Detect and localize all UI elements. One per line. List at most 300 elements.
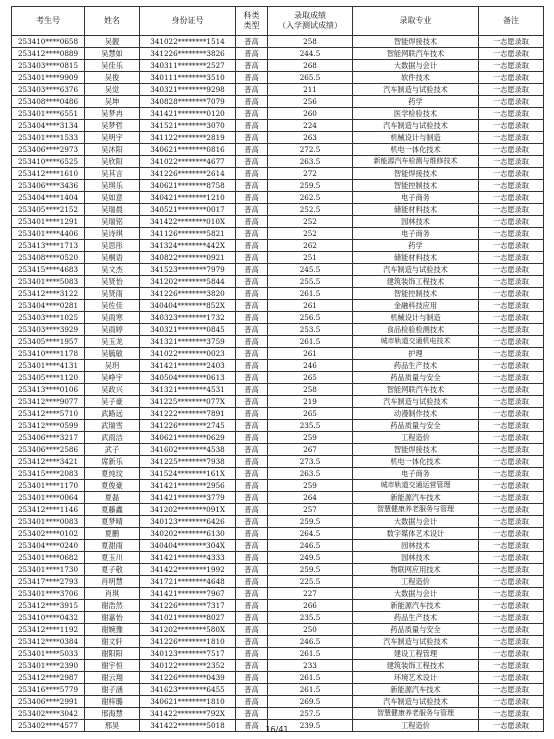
- cell-remark: 一志愿录取: [479, 96, 544, 108]
- cell-major: 电子商务: [353, 468, 479, 480]
- cell-exam-no: 253412****9077: [12, 396, 85, 408]
- cell-remark: 一志愿录取: [479, 204, 544, 216]
- cell-exam-no: 253406****2991: [12, 696, 85, 708]
- cell-name: 夏鹏: [85, 528, 140, 540]
- cell-category: 普高: [236, 264, 268, 276]
- cell-remark: 一志愿录取: [479, 504, 544, 516]
- cell-major: 建筑装饰工程技术: [353, 660, 479, 672]
- cell-major: 数字媒体艺术设计: [353, 528, 479, 540]
- table-row: [12, 84, 544, 96]
- cell-exam-no: 253405****1957: [12, 336, 85, 348]
- cell-major: 智慧健康养老服务与管理: [353, 504, 479, 516]
- cell-major: 电子商务: [353, 192, 479, 204]
- cell-score: 256: [268, 96, 353, 108]
- cell-remark: 一志愿录取: [479, 480, 544, 492]
- cell-score: 273.5: [268, 456, 353, 468]
- cell-exam-no: 253401****1533: [12, 132, 85, 144]
- cell-score: 263: [268, 132, 353, 144]
- cell-score: 246: [268, 360, 353, 372]
- cell-exam-no: 253403****0815: [12, 60, 85, 72]
- cell-exam-no: 253401****0083: [12, 516, 85, 528]
- cell-id-no: 341721********4648: [140, 576, 236, 588]
- cell-category: 普高: [236, 492, 268, 504]
- cell-major: 动漫制作技术: [353, 408, 479, 420]
- cell-score: 257.5: [268, 708, 353, 720]
- cell-remark: 一志愿录取: [479, 600, 544, 612]
- cell-remark: 一志愿录取: [479, 468, 544, 480]
- cell-exam-no: 253401****4131: [12, 360, 85, 372]
- table-row: [12, 204, 544, 216]
- table-row: [12, 396, 544, 408]
- cell-score: 245.5: [268, 264, 353, 276]
- cell-id-no: 341523********7979: [140, 264, 236, 276]
- cell-id-no: 340404********852X: [140, 300, 236, 312]
- cell-score: 253.5: [268, 324, 353, 336]
- cell-major: 机械设计与制造: [353, 312, 479, 324]
- cell-name: 吴瑞铭: [85, 216, 140, 228]
- cell-exam-no: 253406****2586: [12, 444, 85, 456]
- cell-remark: 一志愿录取: [479, 132, 544, 144]
- cell-remark: 一志愿录取: [479, 84, 544, 96]
- cell-id-no: 341226********2745: [140, 420, 236, 432]
- cell-name: 吴子豪: [85, 396, 140, 408]
- cell-remark: 一志愿录取: [479, 120, 544, 132]
- cell-id-no: 341421********7967: [140, 588, 236, 600]
- cell-exam-no: 253412****5710: [12, 408, 85, 420]
- cell-category: 普高: [236, 180, 268, 192]
- cell-category: 普高: [236, 456, 268, 468]
- cell-major: 汽车制造与试验技术: [353, 264, 479, 276]
- table-row: [12, 444, 544, 456]
- cell-score: 252.5: [268, 204, 353, 216]
- cell-exam-no: 253402****0102: [12, 528, 85, 540]
- cell-category: 普高: [236, 360, 268, 372]
- cell-remark: 一志愿录取: [479, 72, 544, 84]
- table-row: [12, 336, 544, 348]
- cell-category: 普高: [236, 624, 268, 636]
- cell-id-no: 341222********7891: [140, 408, 236, 420]
- cell-exam-no: 253408****0486: [12, 96, 85, 108]
- cell-category: 普高: [236, 192, 268, 204]
- cell-exam-no: 253412****1146: [12, 504, 85, 516]
- cell-remark: 一志愿录取: [479, 384, 544, 396]
- cell-exam-no: 253415****2083: [12, 468, 85, 480]
- table-row: [12, 324, 544, 336]
- cell-remark: 一志愿录取: [479, 144, 544, 156]
- cell-name: 谢嘉怡: [85, 612, 140, 624]
- table-row: [12, 60, 544, 72]
- cell-category: 普高: [236, 300, 268, 312]
- table-row: [12, 180, 544, 192]
- cell-remark: 一志愿录取: [479, 168, 544, 180]
- cell-score: 259.5: [268, 564, 353, 576]
- cell-category: 普高: [236, 432, 268, 444]
- cell-score: 267: [268, 444, 353, 456]
- table-row: [12, 456, 544, 468]
- cell-category: 普高: [236, 216, 268, 228]
- cell-major: 机械设计与制造: [353, 132, 479, 144]
- cell-id-no: 341324********442X: [140, 240, 236, 252]
- cell-remark: 一志愿录取: [479, 240, 544, 252]
- cell-major: 园林技术: [353, 552, 479, 564]
- cell-score: 225.5: [268, 576, 353, 588]
- cell-exam-no: 253402****3042: [12, 708, 85, 720]
- cell-category: 普高: [236, 312, 268, 324]
- cell-name: 吴欣阳: [85, 156, 140, 168]
- table-row: [12, 144, 544, 156]
- cell-score: 235.5: [268, 420, 353, 432]
- cell-major: 药品生产技术: [353, 360, 479, 372]
- cell-remark: 一志愿录取: [479, 672, 544, 684]
- cell-exam-no: 253406****3217: [12, 432, 85, 444]
- cell-score: 261.5: [268, 336, 353, 348]
- cell-id-no: 341602********4538: [140, 444, 236, 456]
- cell-category: 普高: [236, 336, 268, 348]
- cell-major: 储能材料技术: [353, 252, 479, 264]
- cell-id-no: 340621********0816: [140, 144, 236, 156]
- cell-exam-no: 253410****6525: [12, 156, 85, 168]
- cell-major: 新能源汽车技术: [353, 492, 479, 504]
- cell-id-no: 341226********0439: [140, 672, 236, 684]
- cell-exam-no: 253401****3706: [12, 588, 85, 600]
- cell-category: 普高: [236, 204, 268, 216]
- header-id-no: 身份证号: [140, 7, 236, 36]
- table-row: [12, 156, 544, 168]
- cell-name: 席新乐: [85, 456, 140, 468]
- cell-score: 252: [268, 216, 353, 228]
- cell-category: 普高: [236, 504, 268, 516]
- cell-exam-no: 253412****0599: [12, 420, 85, 432]
- cell-id-no: 341202********5844: [140, 276, 236, 288]
- cell-major: 建设工程管理: [353, 648, 479, 660]
- cell-name: 肖琪: [85, 588, 140, 600]
- table-row: [12, 36, 544, 48]
- table-row: [12, 252, 544, 264]
- cell-major: 大数据与会计: [353, 60, 479, 72]
- cell-major: 食品检验检测技术: [353, 324, 479, 336]
- cell-score: 258: [268, 36, 353, 48]
- cell-score: 256.5: [268, 312, 353, 324]
- cell-category: 普高: [236, 120, 268, 132]
- cell-remark: 一志愿录取: [479, 372, 544, 384]
- cell-score: 261.5: [268, 288, 353, 300]
- table-row: [12, 96, 544, 108]
- cell-category: 普高: [236, 660, 268, 672]
- cell-id-no: 341202********091X: [140, 504, 236, 516]
- cell-category: 普高: [236, 252, 268, 264]
- cell-score: 224: [268, 120, 353, 132]
- cell-exam-no: 253401****0064: [12, 492, 85, 504]
- cell-exam-no: 253405****1120: [12, 372, 85, 384]
- cell-category: 普高: [236, 648, 268, 660]
- cell-name: 吴峥宇: [85, 372, 140, 384]
- table-row: [12, 552, 544, 564]
- cell-score: 263.5: [268, 468, 353, 480]
- cell-remark: 一志愿录取: [479, 576, 544, 588]
- cell-category: 普高: [236, 576, 268, 588]
- cell-remark: 一志愿录取: [479, 324, 544, 336]
- cell-id-no: 341122********2819: [140, 132, 236, 144]
- cell-major: 药学: [353, 240, 479, 252]
- page-number: 16/41: [265, 725, 289, 734]
- cell-score: 246.5: [268, 540, 353, 552]
- cell-remark: 一志愿录取: [479, 336, 544, 348]
- cell-id-no: 340123********6426: [140, 516, 236, 528]
- cell-remark: 一志愿录取: [479, 612, 544, 624]
- cell-major: 园林技术: [353, 540, 479, 552]
- cell-name: 吴诗琪: [85, 228, 140, 240]
- cell-remark: 一志愿录取: [479, 48, 544, 60]
- cell-remark: 一志愿录取: [479, 696, 544, 708]
- cell-exam-no: 253406****3436: [12, 180, 85, 192]
- cell-category: 普高: [236, 372, 268, 384]
- cell-category: 普高: [236, 108, 268, 120]
- cell-exam-no: 253412****2987: [12, 672, 85, 684]
- cell-major: 金融科技应用: [353, 300, 479, 312]
- cell-remark: 一志愿录取: [479, 60, 544, 72]
- cell-name: 谢子涵: [85, 684, 140, 696]
- cell-remark: 一志愿录取: [479, 528, 544, 540]
- cell-id-no: 340404********304X: [140, 540, 236, 552]
- cell-name: 吴觉: [85, 84, 140, 96]
- cell-score: 257: [268, 504, 353, 516]
- cell-category: 普高: [236, 516, 268, 528]
- cell-remark: 一志愿录取: [479, 108, 544, 120]
- cell-name: 吴贤怡: [85, 276, 140, 288]
- cell-id-no: 340621********1810: [140, 696, 236, 708]
- cell-major: 电子商务: [353, 228, 479, 240]
- cell-id-no: 341225********7938: [140, 456, 236, 468]
- cell-id-no: 341226********3820: [140, 288, 236, 300]
- cell-category: 普高: [236, 564, 268, 576]
- cell-score: 259.5: [268, 180, 353, 192]
- table-row: [12, 348, 544, 360]
- cell-major: 智能控制技术: [353, 180, 479, 192]
- cell-exam-no: 253410****0432: [12, 612, 85, 624]
- cell-category: 普高: [236, 636, 268, 648]
- cell-id-no: 341421********2956: [140, 480, 236, 492]
- cell-name: 武路远: [85, 408, 140, 420]
- cell-category: 普高: [236, 552, 268, 564]
- cell-score: 272: [268, 168, 353, 180]
- table-row: [12, 648, 544, 660]
- table-row: [12, 696, 544, 708]
- header-remark: 备注: [479, 7, 544, 36]
- cell-major: 物联网应用技术: [353, 564, 479, 576]
- cell-major: 大数据与会计: [353, 516, 479, 528]
- cell-score: 244.5: [268, 48, 353, 60]
- table-row: [12, 240, 544, 252]
- cell-score: 260: [268, 108, 353, 120]
- cell-remark: 一志愿录取: [479, 216, 544, 228]
- cell-name: 吴玥: [85, 360, 140, 372]
- cell-remark: 一志愿录取: [479, 396, 544, 408]
- cell-exam-no: 253408****0520: [12, 252, 85, 264]
- cell-exam-no: 253410****1178: [12, 348, 85, 360]
- table-row: [12, 108, 544, 120]
- cell-major: 工程造价: [353, 576, 479, 588]
- cell-name: 吴俊: [85, 72, 140, 84]
- cell-exam-no: 253403****6376: [12, 84, 85, 96]
- cell-remark: 一志愿录取: [479, 228, 544, 240]
- cell-category: 普高: [236, 672, 268, 684]
- table-row: [12, 684, 544, 696]
- cell-major: 智能焊接技术: [353, 168, 479, 180]
- cell-name: 夏磊: [85, 492, 140, 504]
- cell-score: 261: [268, 348, 353, 360]
- cell-category: 普高: [236, 696, 268, 708]
- cell-name: 吴桐语: [85, 252, 140, 264]
- cell-exam-no: 253403****1025: [12, 312, 85, 324]
- header-row: [12, 7, 544, 36]
- cell-major: 汽车制造与试验技术: [353, 84, 479, 96]
- cell-category: 普高: [236, 720, 268, 732]
- cell-name: 吴毓敏: [85, 348, 140, 360]
- cell-id-no: 340421********1210: [140, 192, 236, 204]
- cell-name: 夏俊豪: [85, 480, 140, 492]
- cell-name: 吴思彤: [85, 240, 140, 252]
- cell-id-no: 341422********1992: [140, 564, 236, 576]
- cell-exam-no: 253412****0384: [12, 636, 85, 648]
- cell-id-no: 341126********5821: [140, 228, 236, 240]
- table-row: [12, 492, 544, 504]
- cell-exam-no: 253401****1730: [12, 564, 85, 576]
- table-row: [12, 576, 544, 588]
- cell-exam-no: 253401****0682: [12, 552, 85, 564]
- cell-major: 储能材料技术: [353, 204, 479, 216]
- table-row: [12, 672, 544, 684]
- cell-id-no: 341321********4531: [140, 384, 236, 396]
- cell-name: 吴坤: [85, 96, 140, 108]
- cell-name: 夏梦晴: [85, 516, 140, 528]
- cell-remark: 一志愿录取: [479, 408, 544, 420]
- cell-remark: 一志愿录取: [479, 348, 544, 360]
- cell-category: 普高: [236, 168, 268, 180]
- cell-remark: 一志愿录取: [479, 276, 544, 288]
- cell-category: 普高: [236, 396, 268, 408]
- cell-id-no: 341521********3070: [140, 120, 236, 132]
- table-row: [12, 384, 544, 396]
- cell-exam-no: 253406****2973: [12, 144, 85, 156]
- cell-id-no: 341226********1810: [140, 636, 236, 648]
- cell-score: 262: [268, 240, 353, 252]
- cell-score: 264.5: [268, 528, 353, 540]
- cell-category: 普高: [236, 276, 268, 288]
- cell-id-no: 340111********3510: [140, 72, 236, 84]
- cell-remark: 一志愿录取: [479, 312, 544, 324]
- cell-id-no: 340311********2527: [140, 60, 236, 72]
- cell-name: 吴玉龙: [85, 336, 140, 348]
- table-row: [12, 48, 544, 60]
- cell-name: 吴梦冉: [85, 108, 140, 120]
- cell-category: 普高: [236, 420, 268, 432]
- cell-name: 吴梦哲: [85, 120, 140, 132]
- cell-exam-no: 253410****0658: [12, 36, 85, 48]
- cell-id-no: 341226********3826: [140, 48, 236, 60]
- cell-exam-no: 253404****3134: [12, 120, 85, 132]
- cell-major: 智慧健康养老服务与管理: [353, 708, 479, 720]
- cell-category: 普高: [236, 588, 268, 600]
- cell-name: 吴琪乐: [85, 180, 140, 192]
- cell-remark: 一志愿录取: [479, 36, 544, 48]
- cell-name: 吴如意: [85, 192, 140, 204]
- table-row: [12, 564, 544, 576]
- table-row: [12, 168, 544, 180]
- cell-name: 吴沐阳: [85, 144, 140, 156]
- table-row: [12, 504, 544, 516]
- cell-name: 吴佐佳: [85, 300, 140, 312]
- cell-exam-no: 253402****4577: [12, 720, 85, 732]
- cell-major: 汽车制造与试验技术: [353, 396, 479, 408]
- cell-category: 普高: [236, 444, 268, 456]
- table-row: [12, 276, 544, 288]
- cell-remark: 一志愿录取: [479, 636, 544, 648]
- cell-remark: 一志愿录取: [479, 288, 544, 300]
- cell-remark: 一志愿录取: [479, 192, 544, 204]
- cell-id-no: 341225********077X: [140, 396, 236, 408]
- cell-id-no: 340828********7079: [140, 96, 236, 108]
- table-row: [12, 360, 544, 372]
- cell-score: 261: [268, 300, 353, 312]
- table-row: [12, 516, 544, 528]
- cell-score: 259.5: [268, 516, 353, 528]
- cell-id-no: 341422********792X: [140, 708, 236, 720]
- table-row: [12, 192, 544, 204]
- cell-name: 吴雨寒: [85, 312, 140, 324]
- cell-name: 肖明慧: [85, 576, 140, 588]
- header-exam-no: 考生号: [12, 7, 85, 36]
- table-row: [12, 408, 544, 420]
- cell-id-no: 341421********4333: [140, 552, 236, 564]
- cell-remark: 一志愿录取: [479, 432, 544, 444]
- cell-name: 谢婉豫: [85, 624, 140, 636]
- cell-remark: 一志愿录取: [479, 444, 544, 456]
- cell-score: 265.5: [268, 72, 353, 84]
- cell-category: 普高: [236, 240, 268, 252]
- cell-id-no: 341421********2403: [140, 360, 236, 372]
- cell-category: 普高: [236, 612, 268, 624]
- cell-name: 武雨洁: [85, 432, 140, 444]
- cell-id-no: 341422********5018: [140, 720, 236, 732]
- cell-remark: 一志愿录取: [479, 588, 544, 600]
- cell-score: 262.5: [268, 192, 353, 204]
- cell-score: 255.5: [268, 276, 353, 288]
- cell-id-no: 340202********6130: [140, 528, 236, 540]
- cell-category: 普高: [236, 480, 268, 492]
- cell-id-no: 340321********9298: [140, 84, 236, 96]
- cell-score: 246.5: [268, 636, 353, 648]
- cell-major: 环境艺术设计: [353, 672, 479, 684]
- cell-score: 252: [268, 228, 353, 240]
- cell-id-no: 341524********161X: [140, 468, 236, 480]
- cell-remark: 一志愿录取: [479, 708, 544, 720]
- cell-score: 272.5: [268, 144, 353, 156]
- cell-name: 吴其言: [85, 168, 140, 180]
- cell-name: 吴慧如: [85, 48, 140, 60]
- cell-category: 普高: [236, 528, 268, 540]
- cell-score: 261.5: [268, 684, 353, 696]
- cell-id-no: 341422********010X: [140, 216, 236, 228]
- cell-exam-no: 253401****1291: [12, 216, 85, 228]
- cell-major: 建筑装饰工程技术: [353, 276, 479, 288]
- cell-category: 普高: [236, 132, 268, 144]
- cell-remark: 一志愿录取: [479, 420, 544, 432]
- cell-name: 吴文杰: [85, 264, 140, 276]
- cell-id-no: 341421********3779: [140, 492, 236, 504]
- cell-score: 265: [268, 408, 353, 420]
- cell-major: 新能源汽车技术: [353, 600, 479, 612]
- cell-id-no: 340504********0613: [140, 372, 236, 384]
